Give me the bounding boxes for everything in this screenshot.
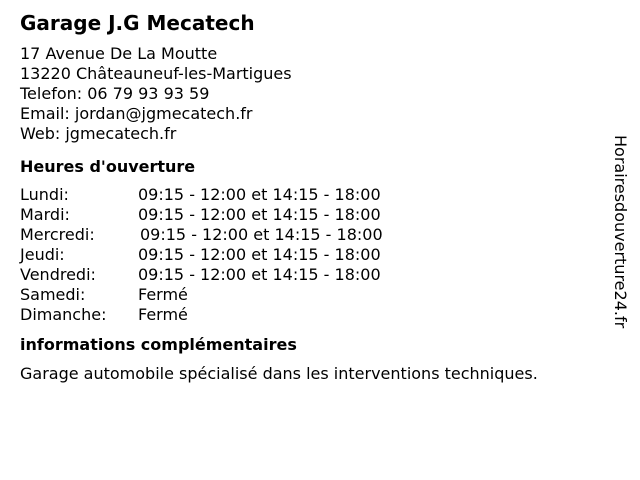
info-text: Garage automobile spécialisé dans les interventions techniques. [20,364,538,383]
day-label: Dimanche: [20,305,107,324]
hours-row-monday [20,185,610,205]
business-card [20,10,610,384]
time-value: 09:15 - 12:00 et 14:15 - 18:00 [138,245,381,264]
time-value: Fermé [138,285,188,304]
info-heading: informations complémentaires [20,335,297,354]
day-label: Lundi: [20,185,69,204]
day-label: Samedi: [20,285,86,304]
email-line: Email: jordan@jgmecatech.fr [20,104,253,123]
site-watermark: Horairesdouverture24.fr [611,135,630,329]
day-label: Jeudi: [20,245,65,264]
business-name: Garage J.G Mecatech [20,11,255,35]
phone-line: Telefon: 06 79 93 93 59 [20,84,210,103]
hours-row-sunday [20,305,610,325]
opening-hours-table [20,185,610,325]
time-value: 09:15 - 12:00 et 14:15 - 18:00 [138,265,381,284]
day-label: Vendredi: [20,265,96,284]
day-label: Mardi: [20,205,70,224]
hours-row-thursday [20,245,610,265]
time-value: 09:15 - 12:00 et 14:15 - 18:00 [140,225,383,244]
web-line: Web: jgmecatech.fr [20,124,177,143]
hours-heading: Heures d'ouverture [20,157,196,176]
hours-row-wednesday [20,225,610,245]
day-label: Mercredi: [20,225,95,244]
hours-row-friday [20,265,610,285]
time-value: Fermé [138,305,188,324]
time-value: 09:15 - 12:00 et 14:15 - 18:00 [138,205,381,224]
hours-row-saturday [20,285,610,305]
time-value: 09:15 - 12:00 et 14:15 - 18:00 [138,185,381,204]
address-city: 13220 Châteauneuf-les-Martigues [20,64,292,83]
hours-row-tuesday [20,205,610,225]
address-street: 17 Avenue De La Moutte [20,44,218,63]
